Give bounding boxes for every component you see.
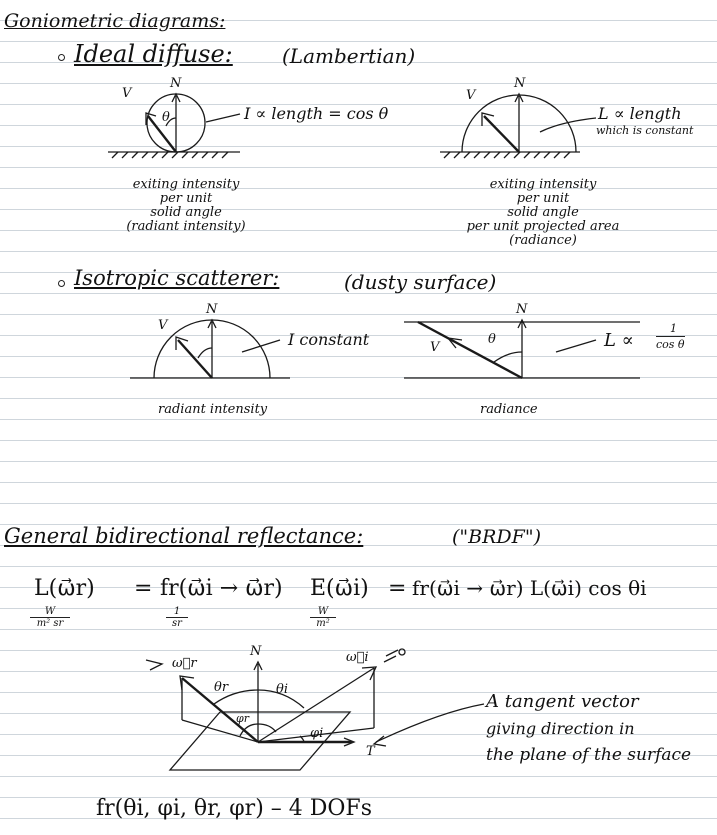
omega-r-label: ω⃗r xyxy=(172,656,197,671)
bullet-icon xyxy=(58,280,65,287)
isotropic-intensity-diagram xyxy=(130,320,290,378)
fraction-numerator: 1 xyxy=(670,322,677,335)
equation-equals-1: = xyxy=(134,576,153,601)
tangent-t-label: T xyxy=(366,744,375,759)
radiance-annotation-sub: which is constant xyxy=(596,124,694,137)
isotropic-heading: Isotropic scatterer: xyxy=(74,266,280,290)
brdf-dofs: fr(θi, φi, θr, φr) – 4 DOFs xyxy=(96,796,372,821)
lambertian-note: (Lambertian) xyxy=(282,44,416,68)
equation-term-e: E(ω⃗i) xyxy=(310,576,369,601)
theta-i-label: θi xyxy=(276,682,288,697)
normal-n-label: N xyxy=(170,76,182,91)
i-constant-annotation: I constant xyxy=(288,330,370,349)
dusty-surface-note: (dusty surface) xyxy=(344,270,497,294)
lambertian-intensity-diagram xyxy=(108,94,240,158)
l-inverse-cos-annotation: L ∝ xyxy=(604,330,634,351)
theta-r-label: θr xyxy=(214,680,229,695)
unit-radiance: W m² sr xyxy=(30,606,70,629)
equation-lhs: L(ω⃗r) xyxy=(34,576,95,601)
unit-brdf: 1 sr xyxy=(166,606,188,629)
radiant-intensity-caption: radiant intensity xyxy=(158,402,268,417)
normal-n-label: N xyxy=(206,302,218,317)
fraction-denominator: cos θ xyxy=(656,338,685,351)
equation-rhs: fr(ω⃗i → ω⃗r) L(ω⃗i) cos θi xyxy=(412,576,647,600)
page-title: Goniometric diagrams: xyxy=(4,10,226,32)
equation-equals-2: = xyxy=(388,576,407,601)
theta-label: θ xyxy=(488,332,496,347)
phi-i-label: φi xyxy=(310,726,324,741)
normal-n-label: N xyxy=(250,644,262,659)
radiance-caption-2: radiance xyxy=(480,402,538,417)
intensity-annotation: I ∝ length = cos θ xyxy=(244,104,389,123)
normal-n-label: N xyxy=(514,76,526,91)
intensity-caption: exiting intensity per unit solid angle (radiant intensity) xyxy=(126,177,246,234)
vector-v-label: V xyxy=(430,340,440,355)
lambertian-radiance-diagram xyxy=(440,94,596,158)
unit-irradiance: W m² xyxy=(310,606,336,629)
radiance-caption: exiting intensity per unit solid angle per unit projected area (radiance) xyxy=(466,177,620,248)
tangent-note: A tangent vector giving direction in the plane of the surface xyxy=(486,691,692,765)
brdf-heading: General bidirectional reflectance: xyxy=(4,524,364,548)
theta-label: θ xyxy=(162,110,170,125)
brdf-note: ("BRDF") xyxy=(452,526,541,548)
vector-v-label: V xyxy=(122,86,132,101)
ideal-diffuse-heading: Ideal diffuse: xyxy=(74,40,233,68)
equation-term-f: fr(ω⃗i → ω⃗r) xyxy=(160,576,283,601)
vector-v-label: V xyxy=(466,88,476,103)
vector-v-label: V xyxy=(158,318,168,333)
radiance-annotation: L ∝ length xyxy=(598,104,682,123)
normal-n-label: N xyxy=(516,302,528,317)
phi-r-label: φr xyxy=(236,712,249,725)
omega-i-label: ω⃗i xyxy=(346,650,369,665)
